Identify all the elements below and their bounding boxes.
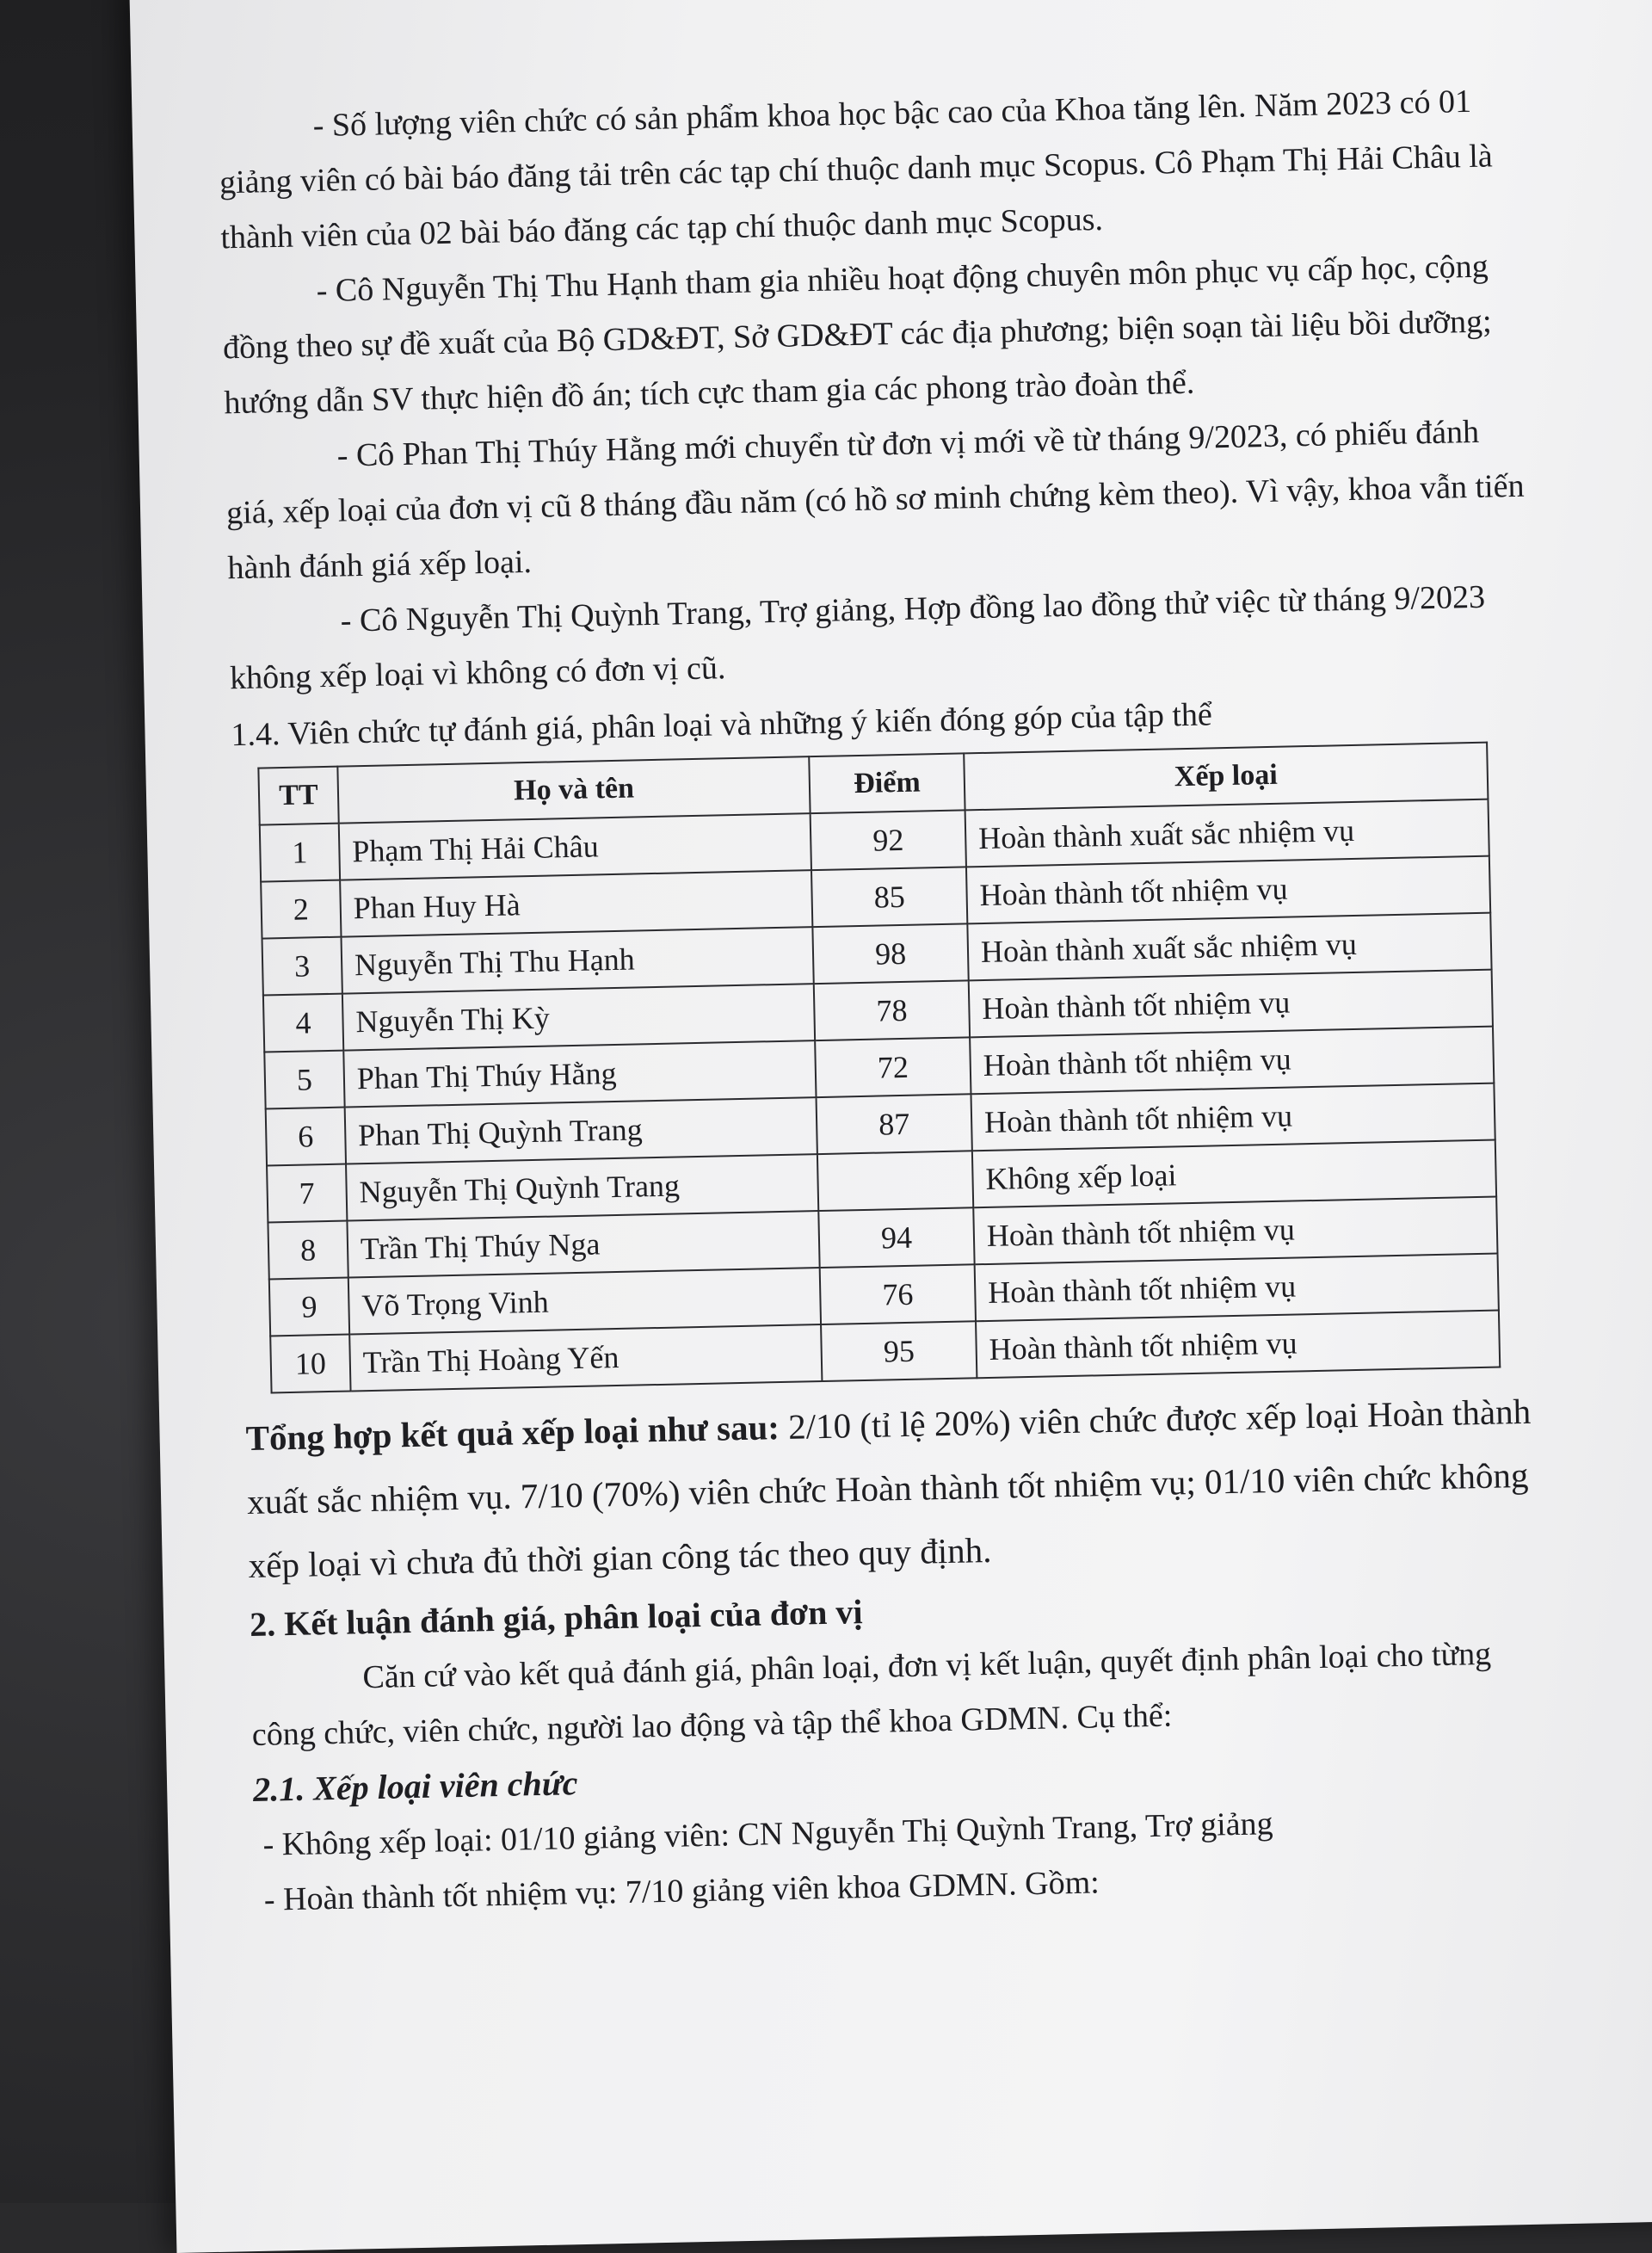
header-name: Họ và tên xyxy=(337,756,811,823)
cell-score: 98 xyxy=(813,923,969,984)
cell-tt: 2 xyxy=(261,880,341,939)
section-2-1-title: 2.1. Xếp loại viên chức xyxy=(252,1763,578,1809)
header-rank: Xếp loại xyxy=(964,743,1488,811)
summary-paragraph xyxy=(245,1379,1556,1597)
results-table xyxy=(257,742,1501,1394)
cell-rank: Hoàn thành tốt nhiệm vụ xyxy=(969,970,1493,1038)
paragraph-scopus: - Số lượng viên chức có sản phẩm khoa học bậc cao của Khoa tăng lên. Năm 2023 có 01 giảng viên có bài báo đăng tải trên các tạp chí thuộc danh mục Scopus. Cô Phạm Thị Hải Châu là thành viên của 02 bài báo đăng các tạp chí thuộc danh mục Scopus. xyxy=(219,83,1494,256)
cell-rank: Hoàn thành xuất sắc nhiệm vụ xyxy=(967,913,1491,981)
paragraph-thuy-hang: - Cô Phan Thị Thúy Hằng mới chuyển từ đơn vị mới về từ tháng 9/2023, có phiếu đánh giá, xếp loại của đơn vị cũ 8 tháng đầu năm (có hồ sơ minh chứng kèm theo). Vì vậy, khoa vẫn tiến hành đánh giá xếp loại. xyxy=(225,413,1525,587)
cell-name: Nguyễn Thị Thu Hạnh xyxy=(341,927,814,993)
cell-score: 95 xyxy=(821,1321,977,1381)
cell-tt: 3 xyxy=(262,937,342,996)
cell-score xyxy=(817,1151,973,1211)
summary-lead: Tổng hợp kết quả xếp loại như sau: xyxy=(245,1407,780,1459)
cell-rank: Hoàn thành tốt nhiệm vụ xyxy=(970,1027,1494,1095)
cell-name: Phan Huy Hà xyxy=(340,870,813,936)
cell-name: Phạm Thị Hải Châu xyxy=(339,813,812,880)
cell-rank: Hoàn thành tốt nhiệm vụ xyxy=(971,1083,1495,1151)
cell-name: Trần Thị Thúy Nga xyxy=(347,1211,820,1277)
cell-tt: 7 xyxy=(267,1164,347,1223)
paragraph-quynh-trang: - Cô Nguyễn Thị Quỳnh Trang, Trợ giảng, Hợp đồng lao đồng thử việc từ tháng 9/2023 không xếp loại vì không có đơn vị cũ. xyxy=(229,578,1486,697)
list-item: - Không xếp loại: 01/10 giảng viên: CN Nguyễn Thị Quỳnh Trang, Trợ giảng xyxy=(262,1805,1273,1863)
cell-tt: 9 xyxy=(269,1278,349,1336)
cell-rank: Hoàn thành xuất sắc nhiệm vụ xyxy=(965,799,1489,867)
cell-rank: Hoàn thành tốt nhiệm vụ xyxy=(976,1311,1500,1379)
cell-rank: Không xếp loại xyxy=(972,1140,1496,1208)
cell-tt: 6 xyxy=(266,1108,346,1166)
cell-tt: 1 xyxy=(260,824,340,882)
header-tt: TT xyxy=(258,767,338,825)
section-2-paragraph: Căn cứ vào kết quả đánh giá, phân loại, đơn vị kết luận, quyết định phân loại cho từng công chức, viên chức, người lao động và tập thể khoa GDMN. Cụ thể: xyxy=(251,1635,1492,1753)
cell-score: 78 xyxy=(814,980,970,1040)
cell-name: Trần Thị Hoàng Yến xyxy=(349,1324,823,1391)
cell-name: Phan Thị Thúy Hằng xyxy=(343,1040,817,1107)
cell-score: 76 xyxy=(820,1264,976,1324)
paragraph-thu-hanh: - Cô Nguyễn Thị Thu Hạnh tham gia nhiều hoạt động chuyên môn phục vụ cấp học, cộng đồng theo sự đề xuất của Bộ GD&ĐT, Sở GD&ĐT các địa phương; biện soạn tài liệu bồi dưỡng; hướng dẫn SV thực hiện đồ án; tích cực tham gia các phong trào đoàn thể. xyxy=(222,248,1492,422)
cell-score: 72 xyxy=(815,1037,971,1097)
header-score: Điểm xyxy=(809,753,965,813)
cell-rank: Hoàn thành tốt nhiệm vụ xyxy=(966,856,1490,924)
cell-name: Nguyễn Thị Quỳnh Trang xyxy=(346,1154,819,1220)
cell-score: 85 xyxy=(811,867,967,927)
cell-score: 92 xyxy=(811,810,966,870)
summary-text: 2/10 (tỉ lệ 20%) viên chức được xếp loại Hoàn thành xuất sắc nhiệm vụ. 7/10 (70%) viên chức Hoàn thành tốt nhiệm vụ; 01/10 viên chức không xếp loại vì chưa đủ thời gian công tác theo quy định. xyxy=(246,1391,1532,1586)
cell-score: 94 xyxy=(819,1207,975,1268)
cell-tt: 10 xyxy=(270,1335,350,1393)
list-item: - Hoàn thành tốt nhiệm vụ: 7/10 giảng viên khoa GDMN. Gồm: xyxy=(263,1864,1100,1918)
document-content xyxy=(218,73,1563,1928)
cell-name: Võ Trọng Vinh xyxy=(348,1268,822,1334)
cell-name: Nguyễn Thị Kỳ xyxy=(342,984,816,1050)
section-2-title: 2. Kết luận đánh giá, phân loại của đơn vị xyxy=(249,1592,863,1645)
cell-score: 87 xyxy=(817,1094,972,1154)
cell-name: Phan Thị Quỳnh Trang xyxy=(345,1097,818,1164)
cell-rank: Hoàn thành tốt nhiệm vụ xyxy=(975,1254,1499,1322)
cell-tt: 5 xyxy=(264,1051,344,1109)
document-page xyxy=(129,0,1652,2253)
table-caption: 1.4. Viên chức tự đánh giá, phân loại và những ý kiến đóng góp của tập thể xyxy=(231,696,1213,754)
cell-rank: Hoàn thành tốt nhiệm vụ xyxy=(973,1197,1497,1265)
cell-tt: 4 xyxy=(263,994,343,1052)
cell-tt: 8 xyxy=(268,1221,348,1280)
